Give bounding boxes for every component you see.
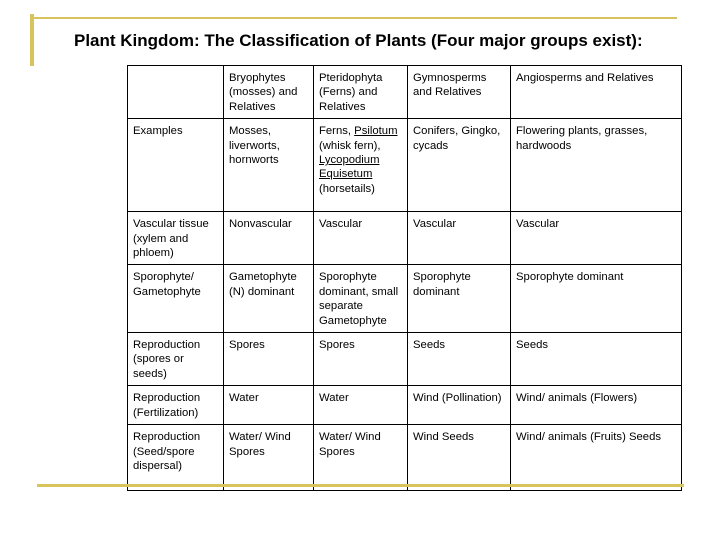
table-cell: Conifers, Gingko, cycads: [408, 119, 511, 212]
header-cell-gymnosperms: Gymnosperms and Relatives: [408, 66, 511, 119]
genus-psilotum: Psilotum: [354, 125, 398, 138]
table-cell: Sporophyte dominant, small separate Gametophyte: [314, 265, 408, 333]
table-row-reproduction-type: [128, 333, 682, 386]
row-label: Reproduction (spores or seeds): [128, 333, 224, 386]
table-cell: Sporophyte dominant: [408, 265, 511, 333]
row-label: Reproduction (Seed/spore dispersal): [128, 425, 224, 491]
header-cell-empty: [128, 66, 224, 119]
table-cell: Water/ Wind Spores: [314, 425, 408, 491]
table-cell: Seeds: [511, 333, 682, 386]
genus-lycopodium: Lycopodium: [319, 154, 380, 167]
table-cell: Vascular: [314, 212, 408, 265]
header-cell-angiosperms: Angiosperms and Relatives: [511, 66, 682, 119]
cell-text: Ferns,: [319, 125, 352, 138]
table-cell: Seeds: [408, 333, 511, 386]
table-row-dispersal: [128, 425, 682, 491]
table-cell: Mosses, liverworts, hornworts: [224, 119, 314, 212]
top-accent-rule: [30, 17, 677, 19]
table-cell: Vascular: [511, 212, 682, 265]
table-row-fertilization: [128, 386, 682, 425]
table-row-vascular: [128, 212, 682, 265]
table-cell: Wind/ animals (Fruits) Seeds: [511, 425, 682, 491]
table-row-sporophyte: [128, 265, 682, 333]
row-label: Examples: [128, 119, 224, 212]
table-cell: Sporophyte dominant: [511, 265, 682, 333]
title-accent-bar: [30, 14, 34, 66]
table-cell: Wind (Pollination): [408, 386, 511, 425]
cell-text: (horsetails): [319, 182, 375, 195]
table-cell: Spores: [224, 333, 314, 386]
table-cell: Wind/ animals (Flowers): [511, 386, 682, 425]
bottom-accent-rule: [37, 484, 684, 487]
cell-text: (whisk fern),: [319, 139, 381, 152]
header-cell-pteridophyta: Pteridophyta (Ferns) and Relatives: [314, 66, 408, 119]
genus-equisetum: Equisetum: [319, 168, 373, 181]
table-cell: Vascular: [408, 212, 511, 265]
table-cell: Gametophyte (N) dominant: [224, 265, 314, 333]
row-label: Vascular tissue (xylem and phloem): [128, 212, 224, 265]
row-label: Reproduction (Fertilization): [128, 386, 224, 425]
header-cell-bryophytes: Bryophytes (mosses) and Relatives: [224, 66, 314, 119]
page-title: Plant Kingdom: The Classification of Plants (Four major groups exist):: [74, 31, 643, 50]
table-cell-fern-examples: [314, 119, 408, 212]
table-header-row: [128, 66, 682, 119]
table-cell: Water: [224, 386, 314, 425]
table-cell: Wind Seeds: [408, 425, 511, 491]
table-cell: Flowering plants, grasses, hardwoods: [511, 119, 682, 212]
table-cell: Spores: [314, 333, 408, 386]
table-row-examples: [128, 119, 682, 212]
classification-table: [127, 65, 682, 491]
table-cell: Water: [314, 386, 408, 425]
table-cell: Nonvascular: [224, 212, 314, 265]
row-label: Sporophyte/ Gametophyte: [128, 265, 224, 333]
table-cell: Water/ Wind Spores: [224, 425, 314, 491]
